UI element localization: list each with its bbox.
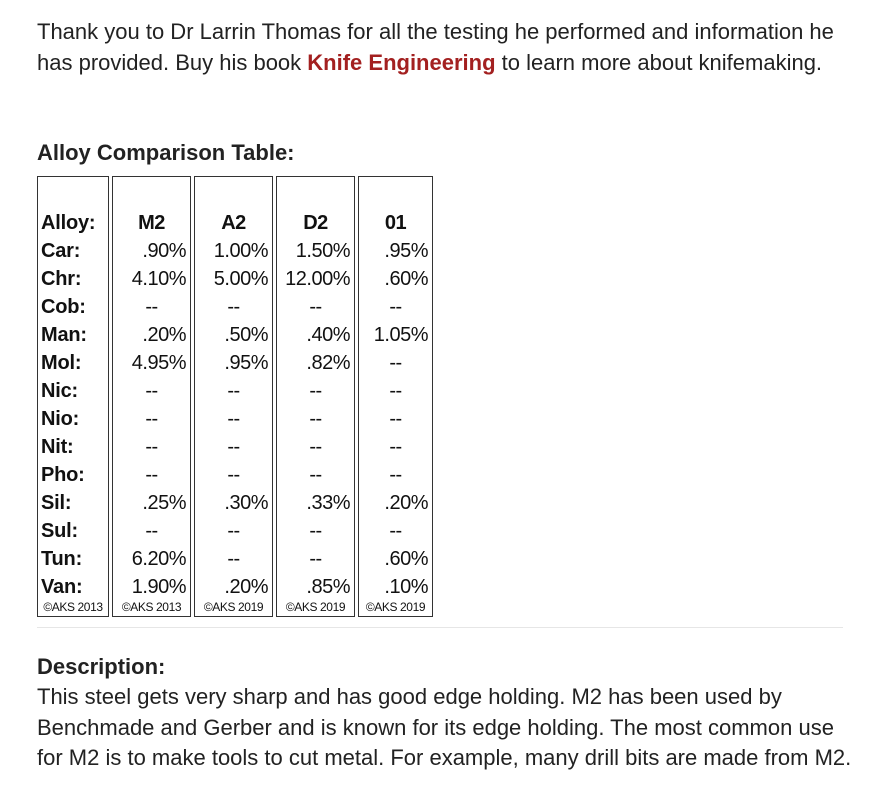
- alloy-value-cell: --: [309, 408, 322, 430]
- alloy-value-cell: 4.95%: [131, 352, 186, 374]
- intro-text-start: Thank you to Dr Larrin Thomas for all the testing he performed and information he has provided. Buy his book: [37, 19, 834, 75]
- alloy-value-cell: --: [389, 436, 402, 458]
- alloy-value-cell: --: [309, 520, 322, 542]
- alloy-value-cell: .20%: [142, 324, 186, 346]
- alloy-row-label: Cob:: [41, 296, 86, 318]
- intro-text-end: to learn more about knifemaking.: [495, 50, 823, 75]
- alloy-value-cell: .20%: [384, 492, 428, 514]
- alloy-value-cell: .40%: [306, 324, 350, 346]
- alloy-value-cell: .33%: [306, 492, 350, 514]
- alloy-value-cell: --: [145, 436, 158, 458]
- alloy-value-cell: .20%: [224, 576, 268, 598]
- alloy-value-cell: --: [309, 548, 322, 570]
- alloy-row-label: Man:: [41, 324, 87, 346]
- alloy-value-cell: --: [389, 408, 402, 430]
- intro-paragraph: [37, 16, 857, 78]
- alloy-value-cell: --: [227, 436, 240, 458]
- alloy-value-cell: --: [389, 380, 402, 402]
- alloy-row-label: Nic:: [41, 380, 78, 402]
- alloy-value-cell: --: [145, 408, 158, 430]
- alloy-row-label: Nio:: [41, 408, 80, 430]
- alloy-value-cell: 1.00%: [213, 240, 268, 262]
- alloy-value-cell: --: [145, 380, 158, 402]
- alloy-value-cell: --: [309, 380, 322, 402]
- alloy-row-label: Pho:: [41, 464, 85, 486]
- alloy-value-cell: .30%: [224, 492, 268, 514]
- alloy-value-cell: --: [389, 352, 402, 374]
- alloy-value-cell: .85%: [306, 576, 350, 598]
- alloy-row-label: Sil:: [41, 492, 72, 514]
- alloy-value-cell: --: [145, 296, 158, 318]
- alloy-row-label: Van:: [41, 576, 83, 598]
- alloy-value-cell: --: [227, 548, 240, 570]
- copyright-note: ©AKS 2019: [203, 600, 264, 614]
- alloy-value-cell: 4.10%: [131, 268, 186, 290]
- alloy-comparison-table: [37, 176, 436, 617]
- alloy-row-label: Tun:: [41, 548, 83, 570]
- alloy-row-label: Sul:: [41, 520, 78, 542]
- alloy-value-cell: --: [227, 380, 240, 402]
- alloy-column-0: [112, 176, 191, 617]
- alloy-value-cell: --: [227, 464, 240, 486]
- alloy-value-cell: 1.50%: [295, 240, 350, 262]
- alloy-value-cell: .10%: [384, 576, 428, 598]
- alloy-value-cell: .82%: [306, 352, 350, 374]
- alloy-value-cell: .60%: [384, 548, 428, 570]
- alloy-row-label: Mol:: [41, 352, 82, 374]
- alloy-value-cell: --: [227, 408, 240, 430]
- alloy-column-2: [276, 176, 355, 617]
- description-body: This steel gets very sharp and has good edge holding. M2 has been used by Benchmade and Gerber and is known for its edge holding. The most common use for M2 is to make tools to cut metal. For example, many drill bits are made from M2.: [37, 684, 852, 770]
- alloy-value-cell: .95%: [224, 352, 268, 374]
- alloy-value-cell: 12.00%: [285, 268, 350, 290]
- copyright-note: ©AKS 2019: [365, 600, 426, 614]
- alloy-value-cell: .60%: [384, 268, 428, 290]
- alloy-comparison-heading: Alloy Comparison Table:: [37, 140, 295, 165]
- alloy-value-cell: .95%: [384, 240, 428, 262]
- alloy-value-cell: --: [227, 520, 240, 542]
- description-heading: Description:: [37, 654, 166, 679]
- alloy-value-cell: 1.05%: [373, 324, 428, 346]
- alloy-value-cell: --: [389, 464, 402, 486]
- alloy-value-cell: .25%: [142, 492, 186, 514]
- alloy-value-cell: --: [145, 520, 158, 542]
- alloy-value-cell: --: [389, 296, 402, 318]
- steel-header: A2: [221, 212, 246, 234]
- alloy-row-label: Nit:: [41, 436, 74, 458]
- steel-header: D2: [303, 212, 328, 234]
- alloy-value-cell: --: [227, 296, 240, 318]
- alloy-column-3: [358, 176, 433, 617]
- alloy-column-1: [194, 176, 273, 617]
- alloy-label-column: [37, 176, 109, 617]
- alloy-row-label: Car:: [41, 240, 81, 262]
- knife-engineering-link[interactable]: Knife Engineering: [307, 50, 496, 75]
- alloy-value-cell: --: [309, 436, 322, 458]
- alloy-value-cell: --: [145, 464, 158, 486]
- alloy-value-cell: .50%: [224, 324, 268, 346]
- alloy-row-label: Chr:: [41, 268, 82, 290]
- copyright-note: ©AKS 2019: [285, 600, 346, 614]
- alloy-value-cell: --: [309, 296, 322, 318]
- alloy-value-cell: .90%: [142, 240, 186, 262]
- alloy-value-cell: --: [389, 520, 402, 542]
- alloy-value-cell: --: [309, 464, 322, 486]
- alloy-value-cell: 1.90%: [131, 576, 186, 598]
- steel-header: M2: [138, 212, 165, 234]
- section-divider: [37, 627, 843, 628]
- steel-header: 01: [384, 212, 407, 234]
- alloy-value-cell: 5.00%: [213, 268, 268, 290]
- copyright-note: ©AKS 2013: [43, 600, 103, 614]
- alloy-header-label: Alloy:: [41, 212, 96, 234]
- copyright-note: ©AKS 2013: [121, 600, 182, 614]
- alloy-value-cell: 6.20%: [131, 548, 186, 570]
